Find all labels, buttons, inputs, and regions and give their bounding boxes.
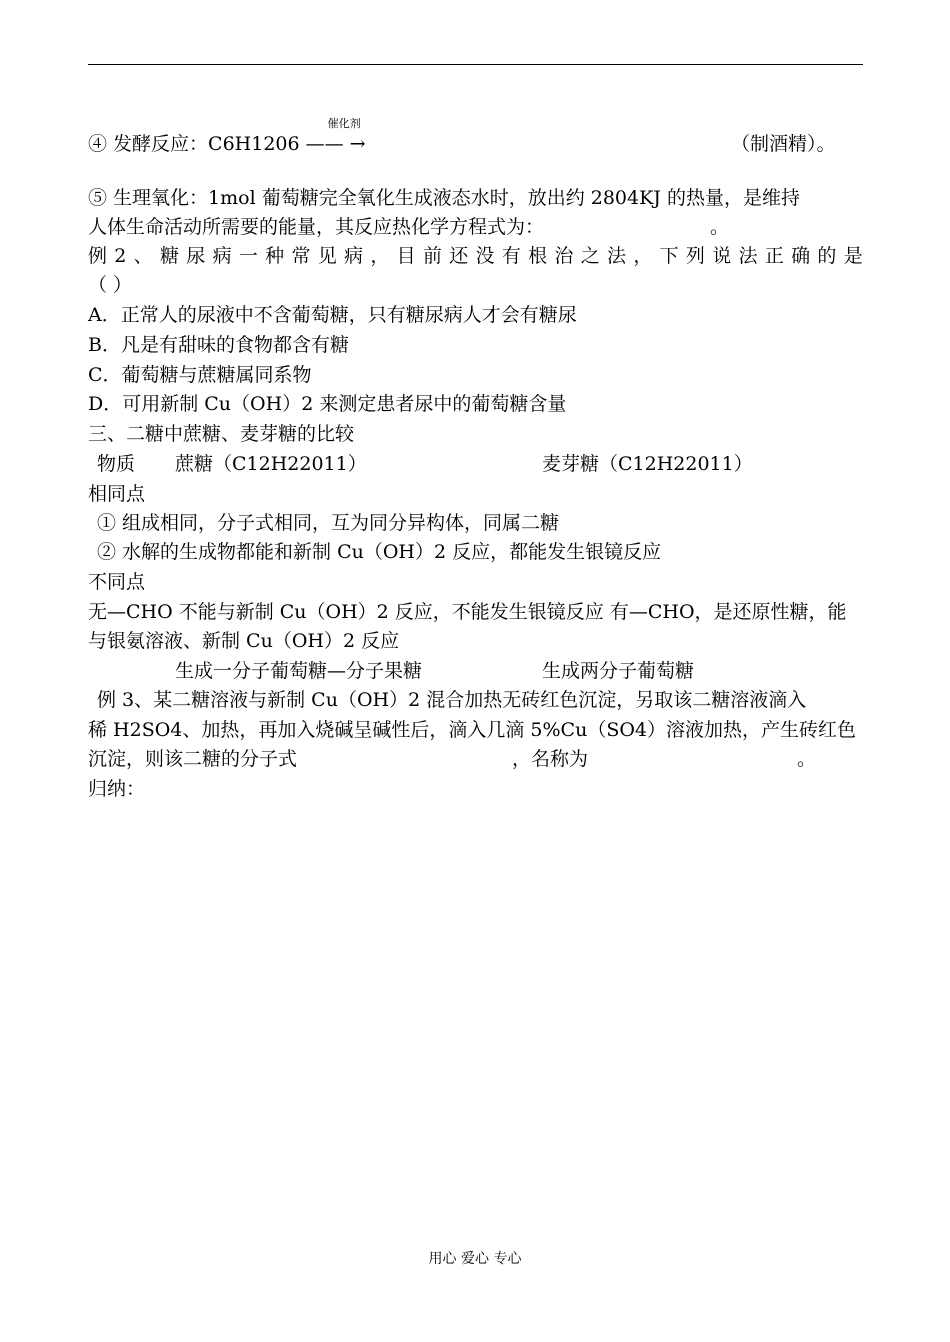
example-2-char: 还 [449,245,469,267]
example-2-char: 法 [738,245,758,267]
example-2-char: 法 [607,245,627,267]
example-3-line-3a: 沉淀，则该二糖的分子式 [88,748,298,770]
example-2-char: 列 [685,245,705,267]
example-2-char: 例 [88,245,108,267]
example-2-char: 下 [659,245,679,267]
oxidation-line-2-end: 。 [710,216,730,238]
example-2-char: 前 [422,245,442,267]
section-3-heading: 三、二糖中蔗糖、麦芽糖的比较 [88,423,355,445]
option-b: B．凡是有甜味的食物都含有糖 [88,334,349,356]
example-2-char: ， [633,245,653,267]
ferment-suffix: （制酒精）。 [731,133,836,155]
hydrolysis-maltose: 生成两分子葡萄糖 [542,660,695,682]
summary-heading: 归纳： [88,778,146,800]
example-2-char: 、 [133,245,153,267]
example-2-char: 之 [580,245,600,267]
example-2-char: ， [370,245,390,267]
oxidation-line-1: ⑤ 生理氧化：1mol 葡萄糖完全氧化生成液态水时，放出约 2804KJ 的热量，是维持 [88,187,800,209]
example-3-line-1: 例 3、某二糖溶液与新制 Cu（OH）2 混合加热无砖红色沉淀，另取该二糖溶液滴入 [97,689,807,711]
diff-line-2: 与银氨溶液、新制 Cu（OH）2 反应 [88,630,400,652]
example-2-char: 病 [212,245,232,267]
col-maltose: 麦芽糖（C12H22011） [542,453,753,475]
example-2-char: 目 [396,245,416,267]
example-2-answer-paren: （ ） [88,274,133,296]
example-2-char: 根 [528,245,548,267]
catalyst-arrow [305,117,366,156]
example-2-char: 尿 [186,245,206,267]
example-2-char: 病 [344,245,364,267]
catalyst-label: 催化剂 [327,117,361,130]
example-3-line-3b: ，名称为 [512,748,589,770]
example-2-char: 有 [501,245,521,267]
example-2-char: 治 [554,245,574,267]
hydrolysis-sucrose: 生成一分子葡萄糖—分子果糖 [175,660,423,682]
page-footer: 用心 爱心 专心 [428,1251,522,1267]
example-2-char: 常 [291,245,311,267]
example-2-char: 确 [791,245,811,267]
col-substance: 物质 [97,453,136,475]
oxidation-line-2: 人体生命活动所需要的能量，其反应热化学方程式为： [88,216,545,238]
ferment-prefix: ④ 发酵反应：C6H1206 [88,133,300,155]
reaction-arrow-icon: —— → [305,133,366,155]
example-2-char: 说 [712,245,732,267]
example-3-line-3c: 。 [797,748,817,770]
example-2-question [88,244,863,268]
col-sucrose: 蔗糖（C12H22011） [175,453,367,475]
option-a: A．正常人的尿液中不含葡萄糖，只有糖尿病人才会有糖尿 [88,304,577,326]
diff-heading: 不同点 [88,571,146,593]
same-heading: 相同点 [88,483,146,505]
option-c: C．葡萄糖与蔗糖属同系物 [88,364,312,386]
example-2-char: 的 [817,245,837,267]
header-rule [88,64,863,65]
example-3-line-2: 稀 H2SO4、加热，再加入烧碱呈碱性后，滴入几滴 5%Cu（SO4）溶液加热，产生砖红色 [88,719,857,741]
diff-line-1: 无—CHO 不能与新制 Cu（OH）2 反应，不能发生银镜反应 有—CHO，是还原性糖，能 [88,601,847,623]
ferment-line [88,117,366,156]
example-2-char: 种 [265,245,285,267]
example-2-char: 是 [843,245,863,267]
same-point-1: ① 组成相同，分子式相同，互为同分异构体，同属二糖 [97,512,560,534]
example-2-char: 见 [317,245,337,267]
example-2-char: 2 [114,245,127,267]
example-2-char: 没 [475,245,495,267]
option-d: D．可用新制 Cu（OH）2 来测定患者尿中的葡萄糖含量 [88,393,567,415]
example-2-char: 一 [238,245,258,267]
example-2-char: 糖 [159,245,179,267]
example-2-char: 正 [764,245,784,267]
same-point-2: ② 水解的生成物都能和新制 Cu（OH）2 反应，都能发生银镜反应 [97,541,662,563]
